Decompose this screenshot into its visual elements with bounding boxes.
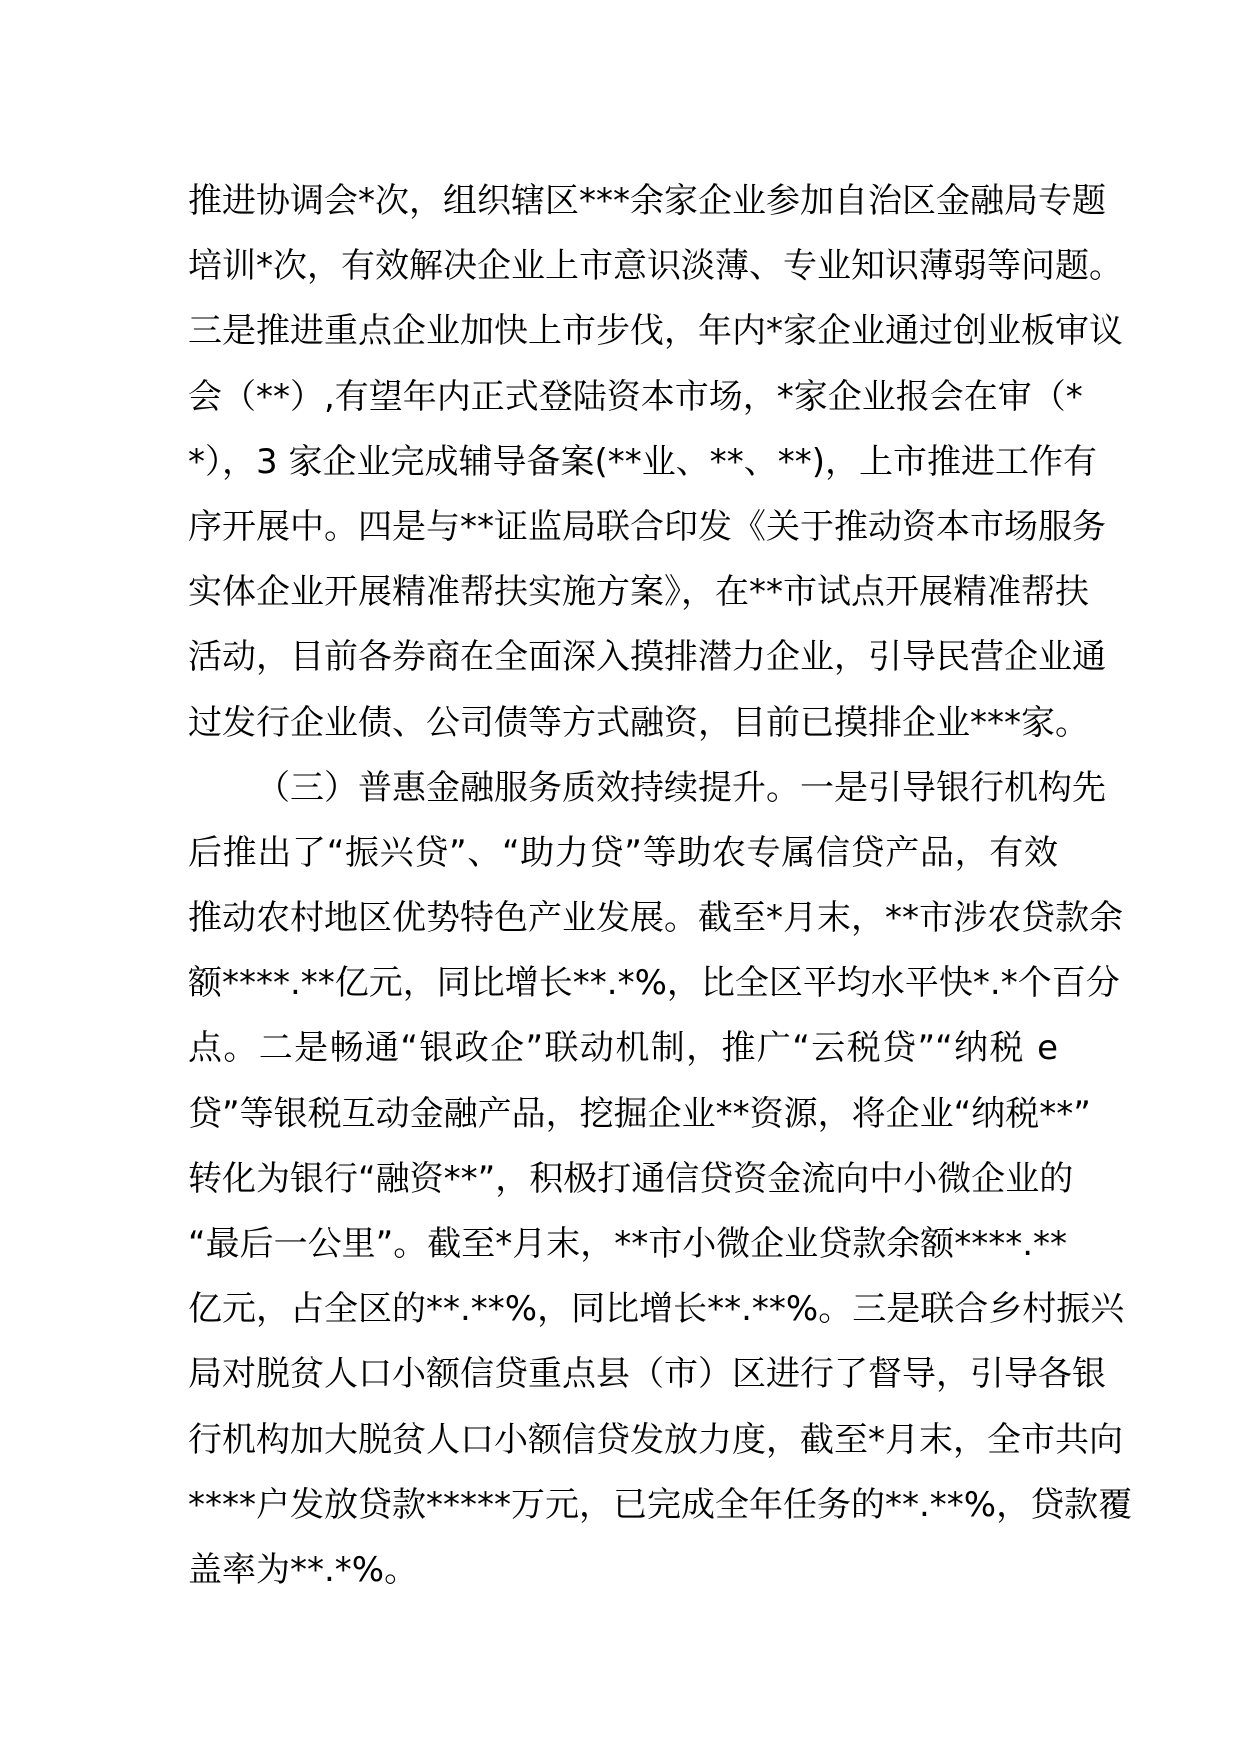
text-line: 点。二是畅通“银政企”联动机制，推广“云税贷”“纳税 e [188, 1028, 1058, 1069]
text-line: “最后一公里”。截至*月末，**市小微企业贷款余额****.** [188, 1224, 1068, 1264]
text-line: 会（**）,有望年内正式登陆资本市场，*家企业报会在审（* [188, 376, 1083, 417]
text-line: 过发行企业债、公司债等方式融资，目前已摸排企业***家。 [188, 702, 1089, 743]
text-line: 转化为银行“融资**”，积极打通信贷资金流向中小微企业的 [188, 1158, 1074, 1199]
text-line: 贷”等银税互动金融产品，挖掘企业**资源，将企业“纳税**” [188, 1093, 1091, 1134]
text-line: 后推出了“振兴贷”、“助力贷”等助农专属信贷产品，有效 [188, 832, 1058, 873]
document-body [188, 169, 1133, 1603]
text-line: 序开展中。四是与**证监局联合印发《关于推动资本市场服务 [188, 506, 1106, 547]
section-heading-line: （三）普惠金融服务质效持续提升。一是引导银行机构先 [256, 767, 1106, 808]
text-line: 盖率为**.*%。 [188, 1549, 419, 1590]
paragraph-inclusive-finance [188, 756, 1133, 1603]
text-line: 额****.**亿元，同比增长**.*%，比全区平均水平快*.*个百分 [188, 963, 1120, 1004]
text-line: 三是推进重点企业加快上市步伐，年内*家企业通过创业板审议 [188, 311, 1123, 352]
paragraph-capital-market [188, 169, 1123, 756]
text-line: 推动农村地区优势特色产业发展。截至*月末，**市涉农贷款余 [188, 898, 1123, 939]
text-line: 活动，目前各券商在全面深入摸排潜力企业，引导民营企业通 [188, 637, 1106, 678]
text-line: ****户发放贷款*****万元，已完成全年任务的**.**%，贷款覆 [188, 1484, 1133, 1525]
text-line: 推进协调会*次，组织辖区***余家企业参加自治区金融局专题 [188, 181, 1106, 221]
text-line: *），3 家企业完成辅导备案(**业、**、**)，上市推进工作有 [188, 441, 1097, 482]
text-line: 亿元，占全区的**.**%，同比增长**.**%。三是联合乡村振兴 [188, 1289, 1125, 1330]
text-line: 局对脱贫人口小额信贷重点县（市）区进行了督导，引导各银 [188, 1354, 1106, 1395]
text-line: 培训*次，有效解决企业上市意识淡薄、专业知识薄弱等问题。 [188, 246, 1123, 287]
text-line: 行机构加大脱贫人口小额信贷发放力度，截至*月末，全市共向 [188, 1419, 1123, 1460]
text-line: 实体企业开展精准帮扶实施方案》，在**市试点开展精准帮扶 [188, 572, 1089, 613]
